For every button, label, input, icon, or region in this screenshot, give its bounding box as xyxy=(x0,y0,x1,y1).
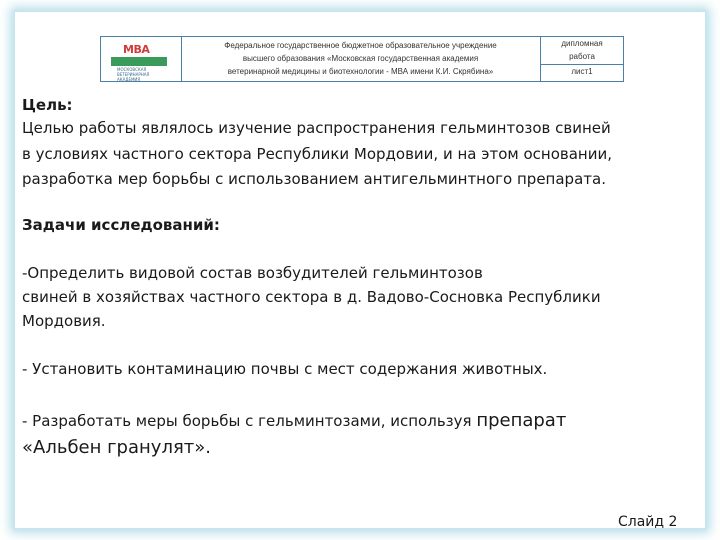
org-line: ветеринарной медицины и биотехнологии - МВА имени К.И. Скрябина» xyxy=(227,67,494,76)
goal-line: в условиях частного сектора Республики Мордовии, и на этом основании, xyxy=(22,145,612,163)
logo-bar xyxy=(111,57,167,66)
task-line xyxy=(22,410,566,431)
org-line: Федеральное государственное бюджетное образовательное учреждение xyxy=(224,41,497,50)
org-line: высшего образования «Московская государственная академия xyxy=(242,54,479,63)
task-text: - Разработать меры борьбы с гельминтозами, используя xyxy=(22,412,477,430)
document-header xyxy=(100,36,624,82)
doc-type-line: работа xyxy=(541,52,623,65)
task-text-large: препарат xyxy=(476,410,567,431)
organization-name xyxy=(181,37,541,81)
slide-number: Слайд 2 xyxy=(618,514,678,530)
doc-type-line: дипломная xyxy=(561,39,603,48)
logo-cell xyxy=(101,37,182,81)
document-info xyxy=(541,37,623,81)
task-line: «Альбен гранулят». xyxy=(22,437,211,458)
logo-subtitle: МОСКОВСКАЯ ВЕТЕРИНАРНАЯ АКАДЕМИЯ xyxy=(117,67,150,82)
goal-heading: Цель: xyxy=(22,96,73,114)
task-line: -Определить видовой состав возбудителей гельминтозов xyxy=(22,264,483,282)
logo-text: МВА xyxy=(123,43,150,56)
goal-line: разработка мер борьбы с использованием антигельминтного препарата. xyxy=(22,170,606,188)
goal-line: Целью работы являлось изучение распространения гельминтозов свиней xyxy=(22,119,611,137)
academy-logo xyxy=(109,43,169,82)
task-line: свиней в хозяйствах частного сектора в д. Вадово-Сосновка Республики xyxy=(22,288,601,306)
tasks-heading: Задачи исследований: xyxy=(22,216,220,234)
task-line: Мордовия. xyxy=(22,312,106,330)
sheet-number: лист1 xyxy=(571,67,593,76)
task-line: - Установить контаминацию почвы с мест содержания животных. xyxy=(22,360,548,378)
